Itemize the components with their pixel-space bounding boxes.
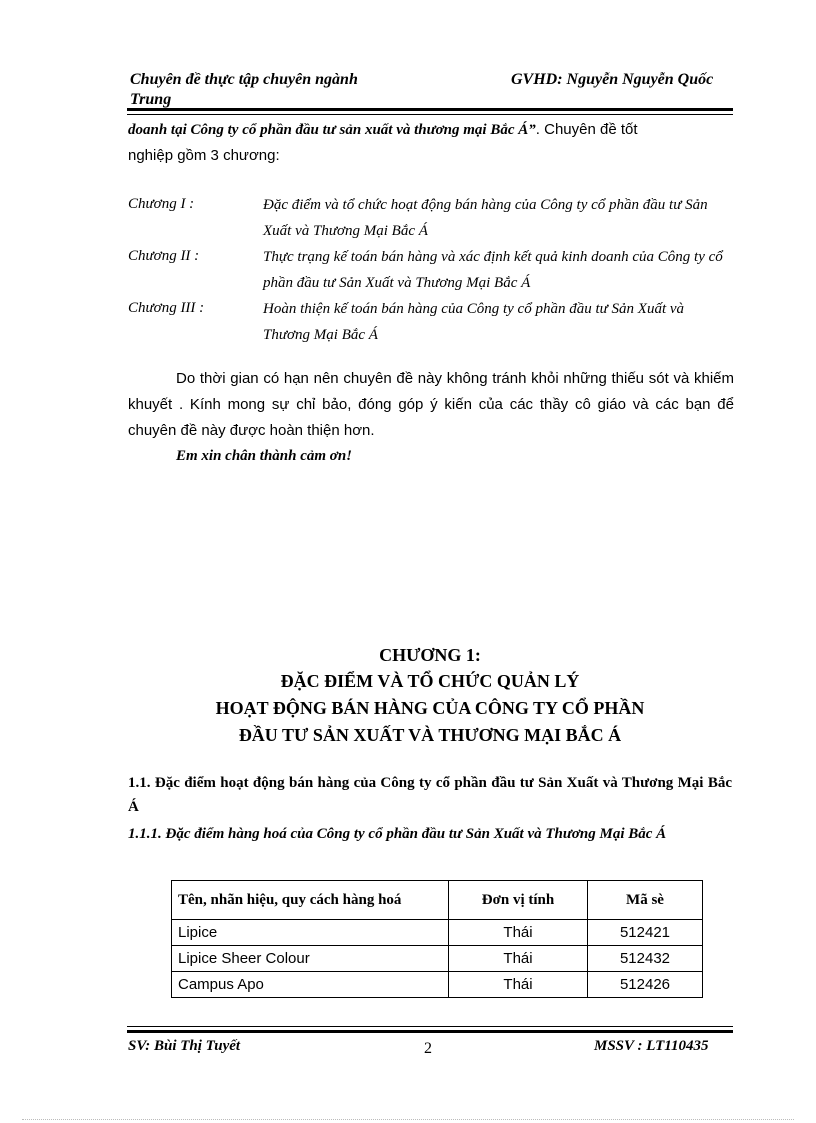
intro-line-1 [128,120,638,140]
header-right: GVHD: Nguyễn Nguyễn Quốc [511,71,714,88]
table-cell-name: Lipice Sheer Colour [172,946,449,972]
chapter-3-label: Chương III : [128,300,205,316]
table-cell-name: Campus Apo [172,972,449,998]
intro-line-2: nghiệp gồm 3 chương: [128,147,280,164]
header-rule-thick [127,108,733,111]
header-left [130,70,410,110]
closing-paragraph: Do thời gian có hạn nên chuyên đề này không tránh khỏi những thiếu sót và khiếm khuyết . Kính mong sự chỉ bảo, đóng góp ý kiến của các thầy cô giáo và các bạn để chuyên đề này được hoàn thiện hơn. [128,370,734,439]
table-row [172,972,703,998]
header-rule-thin [127,114,733,115]
chapter-heading-line3: HOẠT ĐỘNG BÁN HÀNG CỦA CÔNG TY CỔ PHẦN [215,698,645,718]
header-left-wrap: Trung [130,91,172,108]
table-cell-code: 512421 [588,920,703,946]
header-left-text: Chuyên đề thực tập chuyên ngành [130,71,358,88]
table-row [172,920,703,946]
chapter-3-text: Hoàn thiện kế toán bán hàng của Công ty cổ phần đầu tư Sản Xuất và Thương Mại Bắc Á [263,301,685,343]
section-1-1-1-heading: 1.1.1. Đặc điểm hàng hoá của Công ty cổ phần đầu tư Sản Xuất và Thương Mại Bắc Á [128,826,667,842]
intro-tail: . Chuyên đề tốt [535,121,638,138]
table-header-row [172,881,703,920]
chapter-heading-number: CHƯƠNG 1: [379,645,481,665]
chapter-2-label: Chương II : [128,248,200,264]
table-cell-name: Lipice [172,920,449,946]
table-header-code: Mã sè [588,881,703,920]
table-cell-unit: Thái [449,920,588,946]
footer-student: SV: Bùi Thị Tuyết [128,1038,241,1054]
chapter-2-text: Thực trạng kế toán bán hàng và xác định kết quả kinh doanh của Công ty cổ phần đầu tư Sản Xuất và Thương Mại Bắc Á [263,249,723,291]
footer-page-number: 2 [424,1040,432,1057]
table-header-name: Tên, nhãn hiệu, quy cách hàng hoá [172,881,449,920]
table-cell-unit: Thái [449,946,588,972]
table-header-unit: Đơn vị tính [449,881,588,920]
table-row [172,946,703,972]
table-cell-code: 512426 [588,972,703,998]
table-cell-unit: Thái [449,972,588,998]
footer-student-id: MSSV : LT110435 [594,1038,709,1054]
goods-table [171,880,703,998]
thanks-line: Em xin chân thành cảm ơn! [176,448,353,464]
footer-rule-thin [127,1026,733,1027]
footer-rule-thick [127,1030,733,1033]
chapter-1-label: Chương I : [128,196,195,212]
chapter-1-text: Đặc điểm và tổ chức hoạt động bán hàng của Công ty cổ phần đầu tư Sản Xuất và Thương Mại Bắc Á [263,197,708,239]
table-cell-code: 512432 [588,946,703,972]
chapter-heading-line2: ĐẶC ĐIỂM VÀ TỔ CHỨC QUẢN LÝ [280,671,580,691]
page-bottom-divider [22,1119,794,1120]
section-1-1-heading: 1.1. Đặc điểm hoạt động bán hàng của Công ty cổ phần đầu tư Sản Xuất và Thương Mại Bắc Á [128,775,732,815]
intro-bold-part: doanh tại Công ty cổ phần đầu tư sản xuất và thương mại Bắc Á” [128,122,536,138]
chapter-heading-line4: ĐẦU TƯ SẢN XUẤT VÀ THƯƠNG MẠI BẮC Á [238,725,622,745]
